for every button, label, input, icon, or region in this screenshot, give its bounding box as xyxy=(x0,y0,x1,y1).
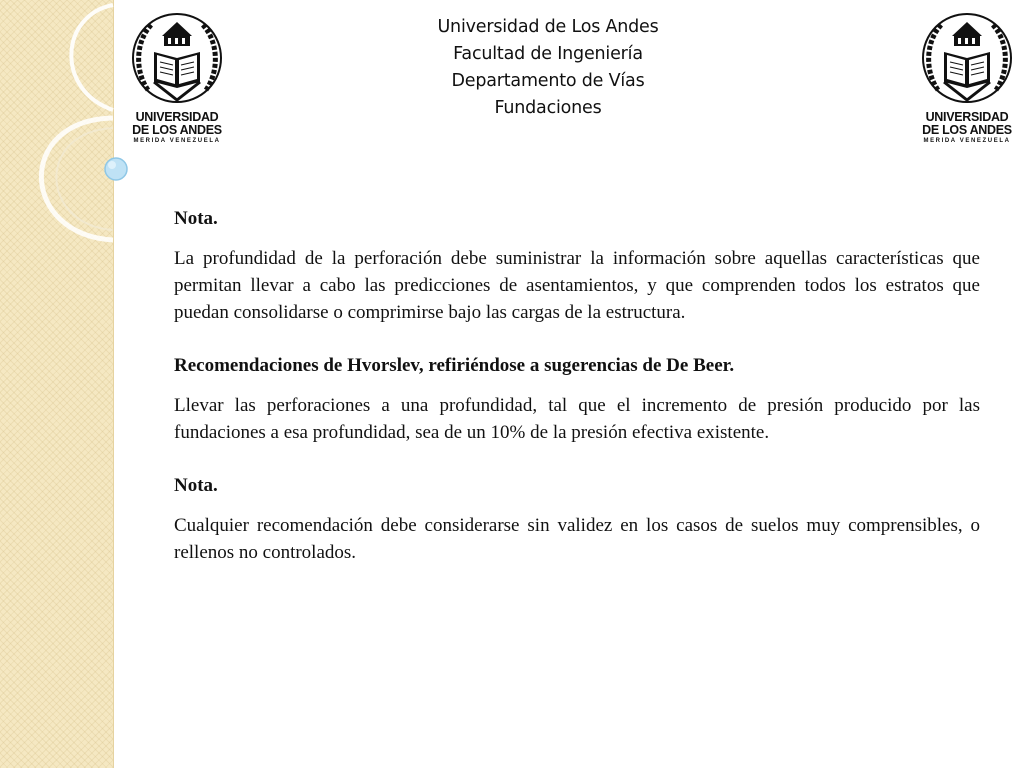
section-heading: Nota. xyxy=(174,208,218,229)
section-paragraph: La profundidad de la perforación debe suministrar la información sobre aquellas características que permitan llevar a cabo las predicciones de asentamientos, y que comprenden todos los estratos que puedan consolidarse o comprimirse bajo las cargas de la estructura. xyxy=(174,248,980,323)
header-department: Departamento de Vías xyxy=(451,71,645,91)
logo-text-line2: DE LOS ANDES xyxy=(132,123,222,137)
section-paragraph: Llevar las perforaciones a una profundidad, tal que el incremento de presión producido por las fundaciones a esa profundidad, sea de un 10% de la presión efectiva existente. xyxy=(174,395,980,443)
header-faculty: Facultad de Ingeniería xyxy=(453,44,643,64)
section-heading: Recomendaciones de Hvorslev, refiriéndose a sugerencias de De Beer. xyxy=(174,355,735,376)
university-seal-icon xyxy=(128,10,226,110)
logo-text-line3: MERIDA VENEZUELA xyxy=(923,138,1011,144)
decorative-ring-lower-inner xyxy=(56,128,113,230)
university-logo-right xyxy=(918,10,1016,150)
decorative-dot xyxy=(105,158,127,180)
decorative-ring-upper xyxy=(71,5,113,110)
logo-text-line1: UNIVERSIDAD xyxy=(135,110,219,124)
header-course: Fundaciones xyxy=(494,98,602,118)
logo-text-line1: UNIVERSIDAD xyxy=(925,110,1009,124)
slide-header xyxy=(300,14,796,122)
university-logo-left xyxy=(128,10,226,150)
section-heading: Nota. xyxy=(174,475,218,496)
logo-text-line3: MERIDA VENEZUELA xyxy=(133,138,221,144)
logo-text-line2: DE LOS ANDES xyxy=(922,123,1012,137)
header-university: Universidad de Los Andes xyxy=(437,17,659,37)
university-seal-icon xyxy=(918,10,1016,110)
slide-content xyxy=(174,205,980,566)
decorative-ring-lower xyxy=(41,118,113,240)
section-paragraph: Cualquier recomendación debe considerarse sin validez en los casos de suelos muy comprensibles, o rellenos no controlados. xyxy=(174,515,980,563)
